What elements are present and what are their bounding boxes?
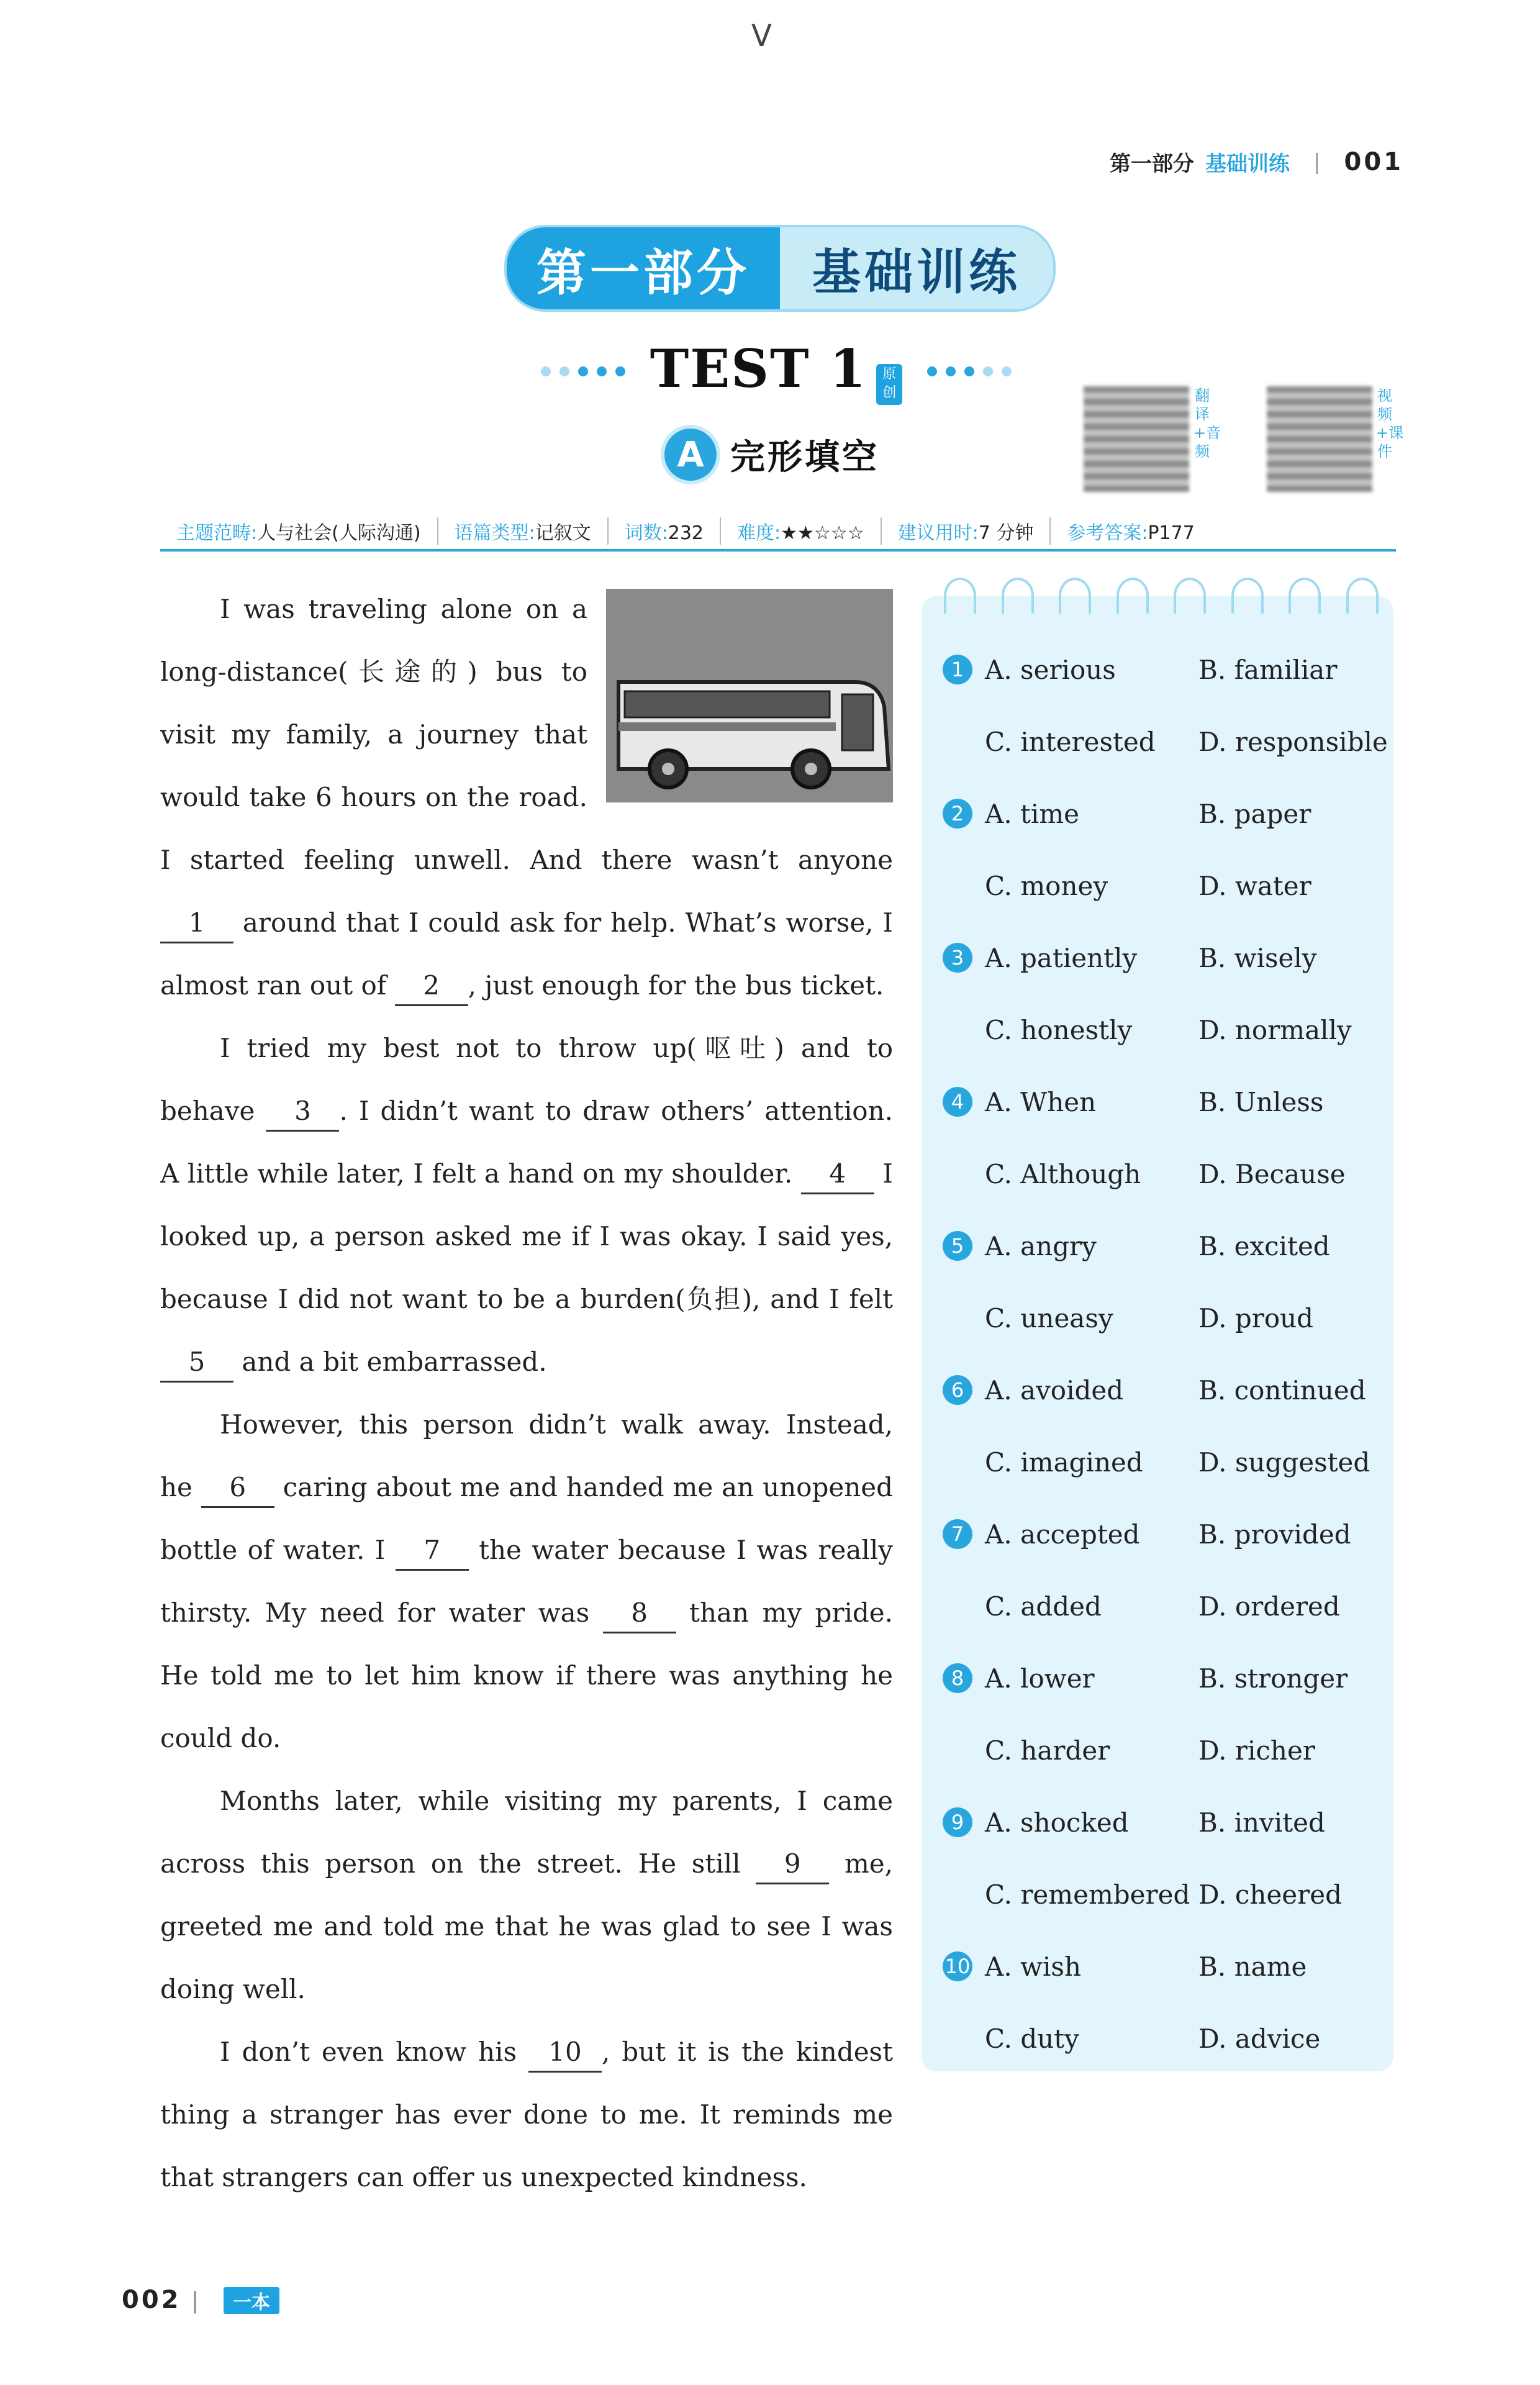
- blank-3: 3: [266, 1093, 339, 1132]
- part-banner: [504, 225, 1056, 312]
- option-3b[interactable]: B. wisely: [1198, 942, 1317, 973]
- question-number-badge: 5: [943, 1231, 972, 1261]
- option-3d[interactable]: D. normally: [1198, 1014, 1352, 1045]
- blank-6: 6: [201, 1469, 274, 1508]
- paragraph-3: However, this person didn’t walk away. Instead, he 6 caring about me and handed me an unopened bottle of water. I 7 the water because I was really thirsty. My need for water was 8 than my pride. He told me to let him know if there was anything he could do.: [160, 1409, 893, 1753]
- qr-label-video: 视频+课件: [1376, 387, 1404, 460]
- qr-code-video[interactable]: [1267, 386, 1372, 492]
- option-1b[interactable]: B. familiar: [1198, 654, 1338, 685]
- option-10b[interactable]: B. name: [1198, 1951, 1307, 1982]
- option-7a[interactable]: A. accepted: [985, 1519, 1140, 1550]
- option-6d[interactable]: D. suggested: [1198, 1447, 1370, 1478]
- option-1d[interactable]: D. responsible: [1198, 726, 1388, 757]
- question-9-row-2: [943, 1858, 1390, 1930]
- info-topic: 主题范畴:人与社会(人际沟通): [160, 517, 438, 545]
- question-number-badge: 9: [943, 1807, 972, 1837]
- banner-section-label: 基础训练: [780, 227, 1053, 309]
- publisher-logo: 一本: [224, 2287, 279, 2314]
- question-1-row-1: [943, 634, 1390, 706]
- option-4b[interactable]: B. Unless: [1198, 1086, 1324, 1117]
- option-9c[interactable]: C. remembered: [985, 1879, 1190, 1910]
- question-number-badge: 10: [943, 1951, 972, 1981]
- option-2b[interactable]: B. paper: [1198, 798, 1311, 829]
- info-difficulty: 难度:★★☆☆☆: [721, 517, 882, 545]
- blank-4: 4: [801, 1155, 874, 1194]
- option-2d[interactable]: D. water: [1198, 870, 1311, 901]
- option-10d[interactable]: D. advice: [1198, 2023, 1321, 2054]
- option-7c[interactable]: C. added: [985, 1591, 1102, 1622]
- question-4-row-1: [943, 1066, 1390, 1138]
- question-6-row-1: [943, 1354, 1390, 1426]
- option-3a[interactable]: A. patiently: [985, 942, 1138, 973]
- running-header-section: 基础训练: [1205, 152, 1290, 176]
- paragraph-4: Months later, while visiting my parents, I came across this person on the street. He still 9 me, greeted me and told me that he was glad to see I was doing well.: [160, 1786, 893, 2004]
- footer-divider: |: [191, 2288, 199, 2314]
- blank-5: 5: [160, 1343, 233, 1383]
- question-1-row-2: [943, 706, 1390, 778]
- option-6c[interactable]: C. imagined: [985, 1447, 1143, 1478]
- question-number-badge: 3: [943, 943, 972, 973]
- question-7-row-1: [943, 1498, 1390, 1570]
- banner-part-label: 第一部分: [507, 227, 780, 309]
- question-number-badge: 7: [943, 1519, 972, 1549]
- question-4-row-2: [943, 1138, 1390, 1210]
- paragraph-1: I was traveling alone on a long-distance(长途的) bus to visit my family, a journey that would take 6 hours on the road. I started feeling unwell. And there wasn’t anyone 1 around that I could ask for help. What’s worse, I almost ran out of 2 , just enough for the bus ticket.: [160, 578, 893, 1017]
- option-6a[interactable]: A. avoided: [985, 1374, 1124, 1406]
- option-1a[interactable]: A. serious: [985, 654, 1116, 685]
- options-list: [943, 634, 1390, 2074]
- info-text-type: 语篇类型:记叙文: [438, 517, 609, 545]
- option-2c[interactable]: C. money: [985, 870, 1108, 901]
- running-header: [1110, 147, 1403, 177]
- question-10-row-2: [943, 2002, 1390, 2074]
- question-number-badge: 2: [943, 799, 972, 829]
- option-4d[interactable]: D. Because: [1198, 1158, 1346, 1189]
- question-5-row-1: [943, 1210, 1390, 1282]
- option-6b[interactable]: B. continued: [1198, 1374, 1366, 1406]
- section-heading: [664, 429, 879, 481]
- test-heading: [509, 340, 1043, 402]
- page-number-top: 001: [1344, 147, 1403, 176]
- option-9b[interactable]: B. invited: [1198, 1807, 1325, 1838]
- option-2a[interactable]: A. time: [985, 798, 1080, 829]
- question-2-row-2: [943, 850, 1390, 922]
- passage: [160, 578, 893, 2209]
- section-title: 完形填空: [730, 437, 879, 478]
- blank-1: 1: [160, 904, 233, 943]
- question-number-badge: 1: [943, 655, 972, 684]
- question-2-row-1: [943, 778, 1390, 850]
- option-3c[interactable]: C. honestly: [985, 1014, 1133, 1045]
- option-10a[interactable]: A. wish: [985, 1951, 1082, 1982]
- option-5a[interactable]: A. angry: [985, 1230, 1097, 1261]
- qr-label-translation: 翻译+音频: [1194, 387, 1221, 460]
- blank-2: 2: [395, 967, 468, 1006]
- question-3-row-1: [943, 922, 1390, 994]
- question-number-badge: 4: [943, 1087, 972, 1117]
- blank-7: 7: [396, 1532, 469, 1571]
- running-header-part: 第一部分: [1110, 152, 1195, 176]
- option-4a[interactable]: A. When: [985, 1086, 1097, 1117]
- collapse-chevron-icon[interactable]: V: [751, 19, 772, 53]
- option-5c[interactable]: C. uneasy: [985, 1302, 1113, 1333]
- paragraph-2: I tried my best not to throw up(呕吐) and to behave 3 . I didn’t want to draw others’ attention. A little while later, I felt a hand on my shoulder. 4 I looked up, a person asked me if I was okay. I said yes, because I did not want to be a burden(负担), and I felt 5 and a bit embarrassed.: [160, 1017, 893, 1393]
- question-8-row-1: [943, 1642, 1390, 1714]
- option-1c[interactable]: C. interested: [985, 726, 1156, 757]
- paragraph-5: I don’t even know his 10 , but it is the kindest thing a stranger has ever done to me. It reminds me that strangers can offer us unexpected kindness.: [160, 2020, 893, 2209]
- option-8b[interactable]: B. stronger: [1198, 1663, 1348, 1694]
- option-10c[interactable]: C. duty: [985, 2023, 1079, 2054]
- option-8d[interactable]: D. richer: [1198, 1735, 1315, 1766]
- info-answer-ref: 参考答案:P177: [1067, 522, 1195, 544]
- question-10-row-1: [943, 1930, 1390, 2002]
- option-5b[interactable]: B. excited: [1198, 1230, 1330, 1261]
- info-word-count: 词数:232: [609, 517, 721, 545]
- info-suggested-time: 建议用时:7 分钟: [882, 517, 1051, 545]
- question-9-row-1: [943, 1786, 1390, 1858]
- question-3-row-2: [943, 994, 1390, 1066]
- question-number-badge: 8: [943, 1663, 972, 1693]
- blank-9: 9: [756, 1845, 829, 1884]
- bus-illustration: [606, 589, 893, 802]
- option-5d[interactable]: D. proud: [1198, 1302, 1314, 1333]
- option-8a[interactable]: A. lower: [985, 1663, 1095, 1694]
- question-7-row-2: [943, 1570, 1390, 1642]
- question-8-row-2: [943, 1714, 1390, 1786]
- qr-code-translation[interactable]: [1084, 386, 1189, 492]
- option-8c[interactable]: C. harder: [985, 1735, 1110, 1766]
- original-tag: 原创: [876, 364, 902, 405]
- blank-10: 10: [528, 2033, 602, 2073]
- page-number-bottom: 002: [122, 2286, 181, 2314]
- option-9d[interactable]: D. cheered: [1198, 1879, 1342, 1910]
- question-number-badge: 6: [943, 1375, 972, 1405]
- section-letter-badge: A: [664, 429, 717, 481]
- option-4c[interactable]: C. Although: [985, 1158, 1141, 1189]
- question-6-row-2: [943, 1426, 1390, 1498]
- option-7b[interactable]: B. provided: [1198, 1519, 1351, 1550]
- option-9a[interactable]: A. shocked: [985, 1807, 1129, 1838]
- blank-8: 8: [603, 1594, 676, 1633]
- binder-rings-decoration: [944, 578, 1379, 615]
- question-5-row-2: [943, 1282, 1390, 1354]
- test-title: TEST 1: [650, 338, 867, 400]
- option-7d[interactable]: D. ordered: [1198, 1591, 1340, 1622]
- right-dots-decoration: [927, 366, 1012, 376]
- info-bar: [160, 513, 1396, 552]
- left-dots-decoration: [541, 366, 625, 376]
- running-header-divider: |: [1313, 149, 1321, 175]
